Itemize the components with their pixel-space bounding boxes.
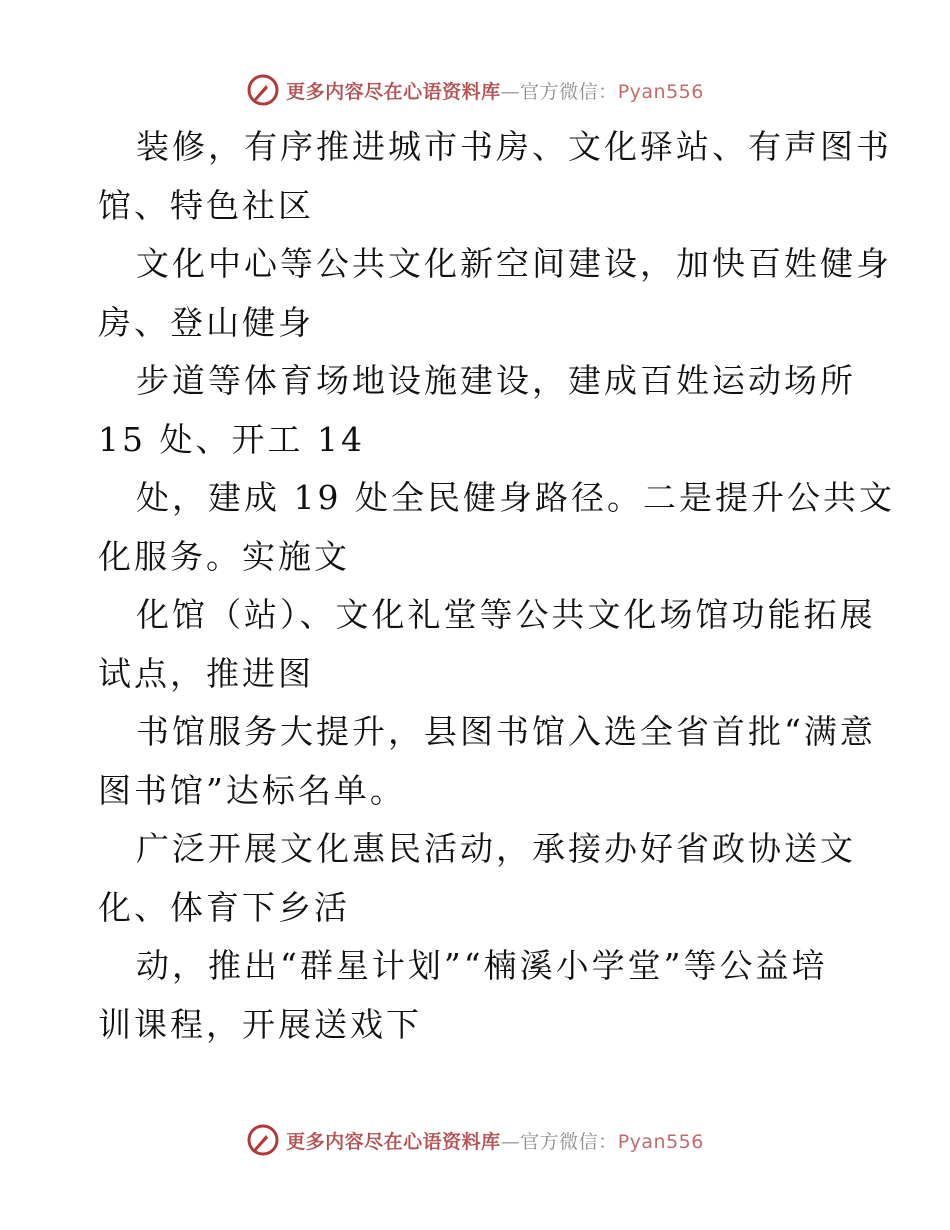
footer-banner	[0, 1120, 950, 1160]
text-line: 步道等体育场地设施建设，建成百姓运动场所	[136, 361, 856, 400]
text-line: 装修，有序推进城市书房、文化驿站、有声图书	[136, 127, 892, 166]
text-line: 馆、特色社区	[98, 185, 314, 225]
text-line: 化、体育下乡活	[98, 887, 350, 927]
pen-nib-logo-icon	[246, 73, 280, 107]
banner-brand: 更多内容尽在心语资料库	[286, 80, 501, 103]
pen-nib-logo-icon	[246, 1123, 280, 1157]
text-line: 试点，推进图	[98, 653, 314, 693]
text-line: 文化中心等公共文化新空间建设，加快百姓健身	[136, 244, 892, 283]
banner-wechat-id: Pyan556	[617, 1130, 704, 1153]
banner-wechat-label: 官方微信：	[520, 1130, 618, 1153]
text-line: 15 处、开工 14	[98, 419, 365, 459]
text-line: 动，推出“群星计划”“楠溪小学堂”等公益培	[136, 946, 828, 985]
banner-brand: 更多内容尽在心语资料库	[286, 1130, 501, 1153]
banner-wechat-label: 官方微信：	[520, 80, 618, 103]
text-line: 化服务。实施文	[98, 536, 350, 576]
document-body	[98, 118, 895, 1054]
text-line: 训课程，开展送戏下	[98, 1004, 422, 1044]
banner-wechat-id: Pyan556	[617, 80, 704, 103]
text-line: 图书馆”达标名单。	[98, 770, 406, 810]
banner-dash: —	[500, 1130, 521, 1153]
text-line: 广泛开展文化惠民活动，承接办好省政协送文	[136, 829, 856, 868]
text-line: 化馆（站）、文化礼堂等公共文化场馆功能拓展	[136, 595, 876, 634]
text-line: 处，建成 19 处全民健身路径。二是提升公共文	[136, 478, 895, 517]
banner-dash: —	[500, 80, 521, 103]
text-line: 书馆服务大提升，县图书馆入选全省首批“满意	[136, 712, 876, 751]
banner-text	[286, 77, 704, 104]
header-banner	[0, 70, 950, 110]
text-line: 房、登山健身	[98, 302, 314, 342]
banner-text	[286, 1127, 704, 1154]
